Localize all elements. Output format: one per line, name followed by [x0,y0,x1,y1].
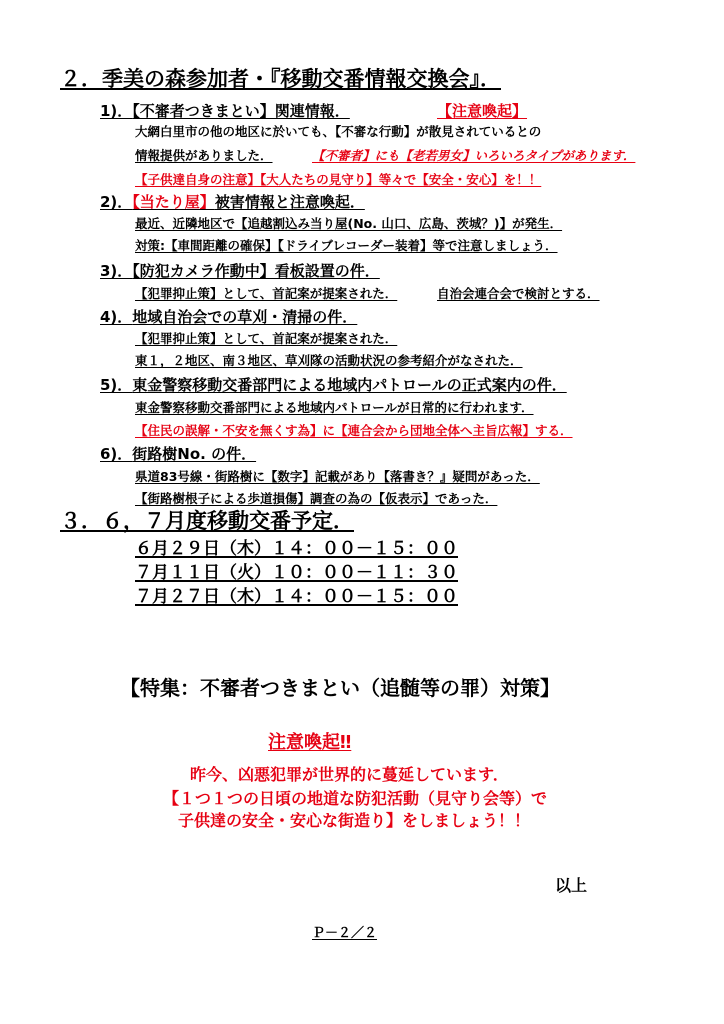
item2-number: 2)． [100,193,133,211]
item4-line2: 東１，２地区、南３地区、草刈隊の活動状況の参考紹介がなされた． [135,353,523,368]
item1-number: 1)． [100,102,133,120]
item6-line1: 県道83号線・街路樹に【数字】記載があり【落書き？』疑問があった． [135,469,540,484]
item6-heading [100,446,256,463]
item4-heading-text: 地域自治会での草刈・清掃の件． [132,308,358,326]
item5-heading [100,377,567,394]
item1-line2-note: 【不審者】にも【老若男女】いろいろタイプがあります． [312,148,636,163]
item6-line2: 【街路樹根子による歩道損傷】調査の為の【仮表示】であった． [135,491,498,506]
item2-heading-red: 【当たり屋】 [132,193,215,211]
section2-title: ２．季美の森参加者・『移動交番情報交換会』． [60,67,501,91]
closing-text: 以上 [555,876,588,895]
schedule-line-1: ６月２９日（木）１４：００－１５：００ [135,539,458,559]
feature-line-2: 【１つ１つの日頃の地道な防犯活動（見守り会等）で [163,789,548,808]
feature-line-1: 昨今、凶悪犯罪が世界的に蔓延しています． [190,765,509,784]
feature-line-3: 子供達の安全・安心な街造り】をしましょう！！ [178,811,531,830]
item2-line2: 対策:【車間距離の確保】【ドライブレコーダー装着】等で注意しましょう． [135,238,558,253]
item1-line2: 情報提供がありました． [135,148,273,163]
item3-line1: 【犯罪抑止策】として、首記案が提案された． [135,286,398,301]
page-number: Ｐ－２／２ [312,926,378,941]
schedule-line-3: ７月２７日（木）１４：００－１５：００ [135,587,458,607]
item4-heading [100,309,357,326]
feature-title: 【特集：不審者つきまとい（追髄等の罪）対策】 [120,676,560,700]
item4-line1: 【犯罪抑止策】として、首記案が提案された． [135,331,398,346]
item6-heading-text: 街路樹No. の件． [132,445,257,463]
item4-number: 4)． [100,308,133,326]
item1-line3: 【子供達自身の注意】【大人たちの見守り】等々で【安全・安心】を！！ [135,172,542,187]
item2-heading-text: 被害情報と注意喚起． [214,193,365,211]
item3-heading [100,263,380,280]
item2-heading [100,194,365,211]
item2-line1: 最近、近隣地区で【追越割込み当り屋(No. 山口、広島、茨城？)】が発生． [135,216,563,231]
item1-line1: 大網白里市の他の地区に於いても、【不審な行動】が散見されているとの [135,124,542,139]
schedule-line-2: ７月１１日（火）１０：００－１１：３０ [135,563,458,583]
item5-number: 5)． [100,376,133,394]
item5-heading-text: 東金警察移動交番部門による地域内パトロールの正式案内の件． [132,376,567,394]
item5-line2: 【住民の誤解・不安を無くす為】に【連合会から団地全体へ主旨広報】する． [135,423,573,438]
item3-number: 3)． [100,262,133,280]
item6-number: 6)． [100,445,133,463]
feature-alert: 注意喚起‼ [268,732,352,753]
section3-title: ３．６，７月度移動交番予定． [60,509,354,533]
item3-line1-note: 自治会連合会で検討とする． [437,286,600,301]
item3-heading-text: 【防犯カメラ作動中】看板設置の件． [132,262,380,280]
item1-alert: 【注意喚起】 [437,102,528,120]
item5-line1: 東金警察移動交番部門による地域内パトロールが日常的に行われます． [135,400,534,415]
item1-heading [100,103,350,120]
item1-heading-text: 【不審者つきまとい】関連情報． [132,102,350,120]
